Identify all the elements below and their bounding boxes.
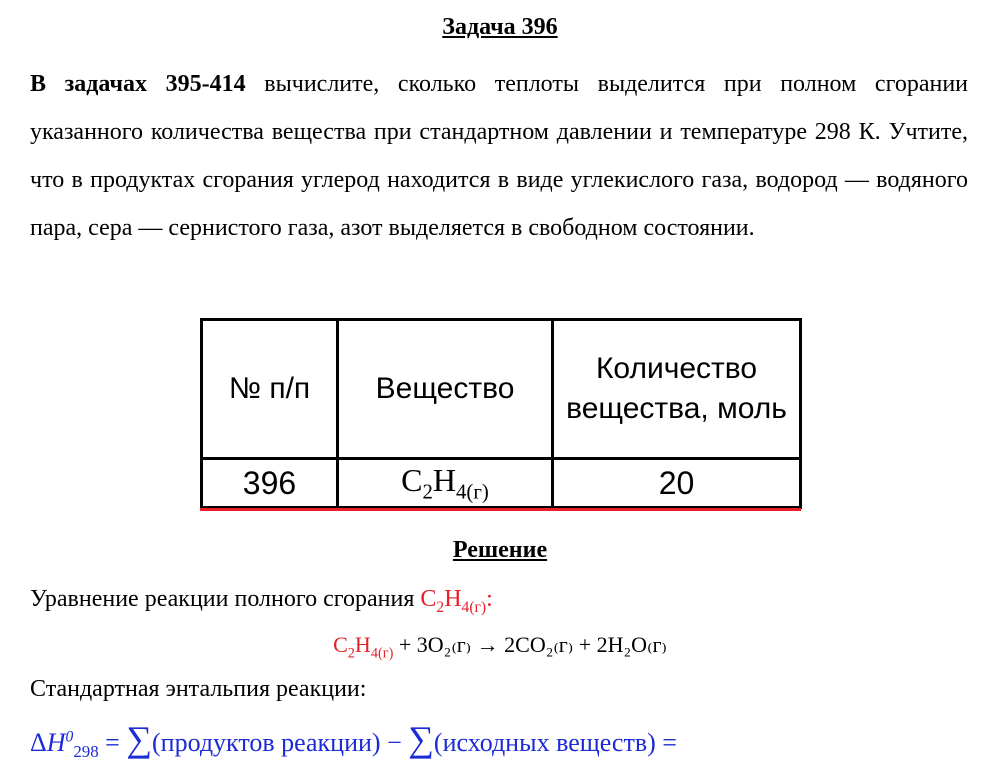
- header-substance: Вещество: [338, 320, 553, 459]
- data-table: [200, 318, 802, 509]
- header-amount: Количество вещества, моль: [553, 320, 801, 459]
- problem-statement: [30, 60, 968, 252]
- equation-reactant-red: $C_2H_{4(г)}$: [333, 632, 394, 662]
- reaction-equation: [0, 632, 1000, 662]
- cell-amount: 20: [553, 459, 801, 508]
- enthalpy-label: Стандартная энтальпия реакции:: [30, 676, 367, 702]
- problem-title: Задача 396: [442, 14, 558, 40]
- ethylene-formula-red: $C_2H_{4(г)}$: [420, 586, 487, 616]
- header-number: № п/п: [202, 320, 338, 459]
- sum-symbol: ∑: [408, 719, 434, 759]
- cell-substance: $C_2H_{4(г)}$: [338, 459, 553, 508]
- problem-range: В задачах 395-414: [30, 71, 246, 97]
- sum-symbol: ∑: [126, 719, 152, 759]
- table-header-row: [202, 320, 801, 459]
- solution-title: Решение: [452, 537, 548, 563]
- table-row: [202, 459, 801, 508]
- table-red-underline: [200, 508, 801, 511]
- reaction-label: Уравнение реакции полного сгорания $C_2H_{4(г)}$:: [30, 586, 493, 616]
- problem-text: вычислите, сколько теплоты выделится при полном сгорании указанного количества вещества при стандартном давлении и температуре 298 К. Учтите, что в продуктах сгорания углерод находится в виде углекислого газа, водород — водяного пара, сера — сернистого газа, азот выделяется в свободном состоянии.: [30, 71, 969, 241]
- cell-number: 396: [202, 459, 338, 508]
- enthalpy-formula: $\Delta H^0_{298}$ = ∑(продуктов реакции) − ∑(исходных веществ) =: [30, 719, 677, 762]
- equation-rest: + 3O₂₍г₎ → 2CO₂₍г₎ + 2H₂O₍г₎: [393, 632, 667, 657]
